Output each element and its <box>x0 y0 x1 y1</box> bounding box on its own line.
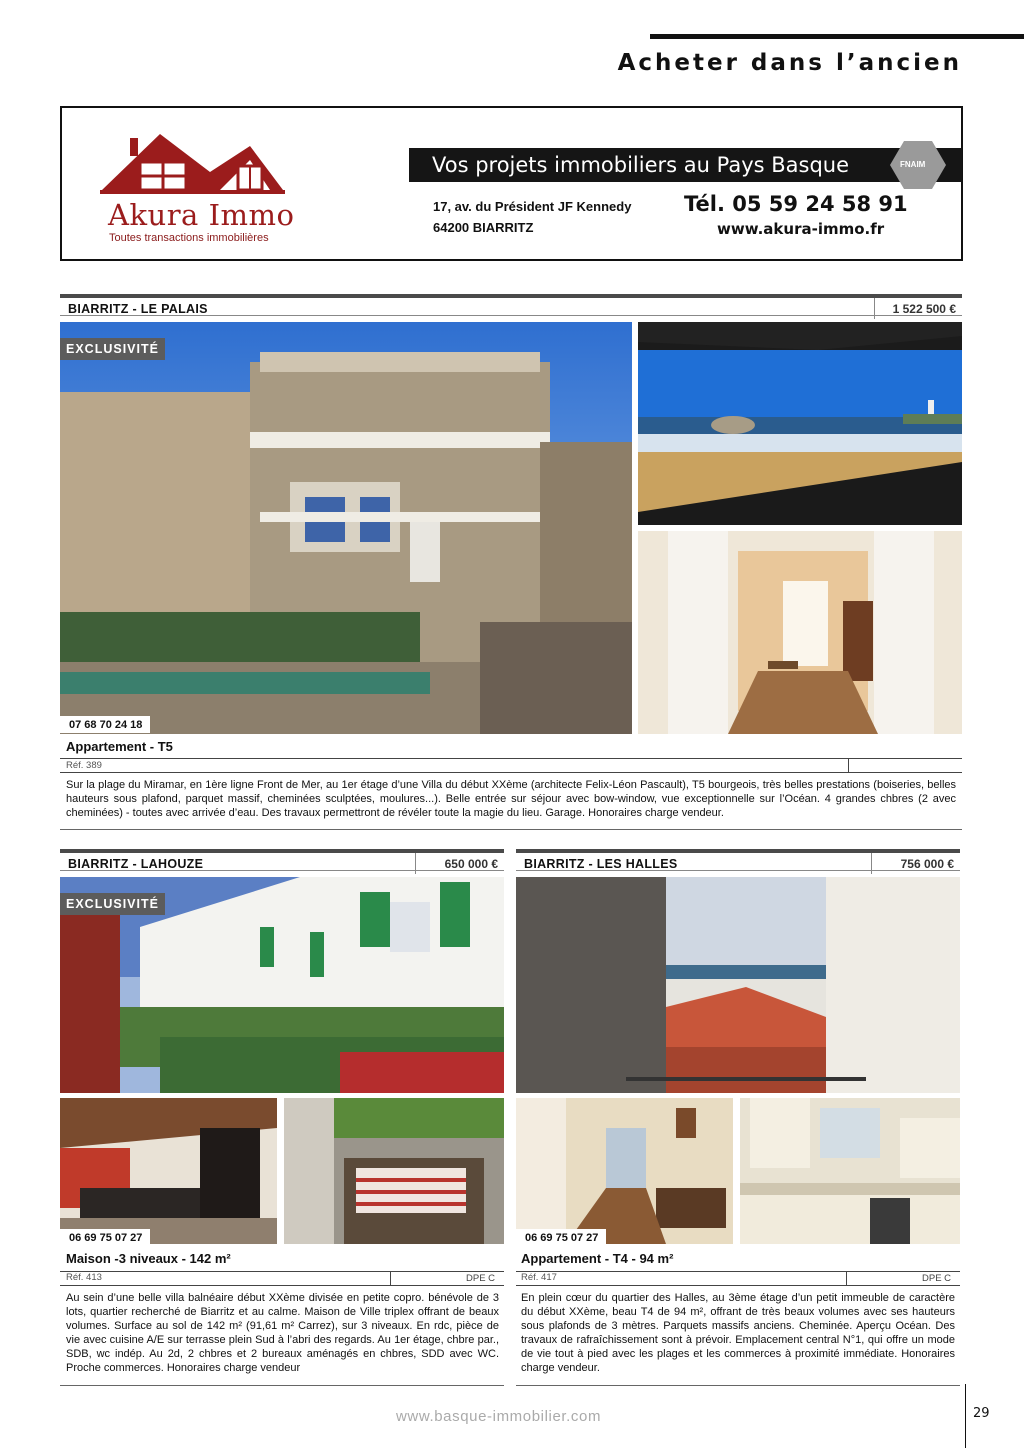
section-title: Acheter dans l’ancien <box>617 50 962 76</box>
reference-number: Réf. 413 <box>66 1272 102 1283</box>
reference-row <box>516 1271 960 1286</box>
reference-row <box>60 1271 504 1286</box>
listing-photo-corridor <box>516 1098 733 1244</box>
contact-phone[interactable]: 06 69 75 07 27 <box>60 1229 150 1246</box>
address-line-2: 64200 BIARRITZ <box>433 220 534 235</box>
agency-website[interactable]: www.akura-immo.fr <box>717 220 885 238</box>
energy-rating: DPE C <box>466 1273 496 1284</box>
listing-location: BIARRITZ - LAHOUZE <box>68 857 204 871</box>
exclusivity-badge: EXCLUSIVITÉ <box>60 893 165 915</box>
agency-name: Akura Immo <box>108 198 295 232</box>
listing-photo-kitchen <box>60 1098 277 1244</box>
listing-price: 1 522 500 € <box>892 302 956 316</box>
listing-header <box>516 849 960 871</box>
header-rule <box>650 34 1024 39</box>
footer-website[interactable]: www.basque-immobilier.com <box>396 1408 602 1425</box>
header-divider <box>415 853 416 874</box>
property-type: Appartement - T4 - 94 m² <box>521 1251 674 1266</box>
reference-row <box>60 758 962 773</box>
header-divider <box>874 298 875 319</box>
listing-photo-villa-facade <box>60 322 632 734</box>
listing-header <box>60 849 504 871</box>
exclusivity-badge: EXCLUSIVITÉ <box>60 338 165 360</box>
listing-description: En plein cœur du quartier des Halles, au 3ème étage d’un petit immeuble de caractère du début XXème, beau T4 de 94 m², offrant de très beaux volumes avec ses hauteurs sous plafonds de 3 mètres. Parquets massifs anciens. Cheminée. Aperçu Océan. Des travaux de rafraîchissement sont à prévoir. Emplacement central N°1, qui offre un mode de vie tout à pied avec les plages et les commerces à proximité immédiate. Honoraires charge vendeur. <box>521 1292 955 1374</box>
listing-photo-terrace <box>284 1098 504 1244</box>
contact-phone[interactable]: 06 69 75 07 27 <box>516 1229 606 1246</box>
listing-photo-ocean-view <box>638 322 962 525</box>
header-divider <box>871 853 872 874</box>
property-type: Maison -3 niveaux - 142 m² <box>66 1251 231 1266</box>
contact-phone[interactable]: 07 68 70 24 18 <box>60 716 150 733</box>
reference-divider <box>846 1271 847 1286</box>
listing-description: Au sein d’une belle villa balnéaire début XXème divisée en petite copro. bénévole de 3 lots, quartier recherché de Biarritz et au calme. Maison de Ville triplex offrant de beaux volumes. Surface au sol de 142 m² (91,61 m² Carrez), sur 3 niveaux. En rdc, pièce de vie avec cuisine A/E sur terrasse plein Sud à l’abri des regards. Au 1er étage, chbre par., SDB, wc indép. Au 2d, 2 chbres et 2 bureaux aménagés en chbres, SDD avec WC. Proche commerces. Honoraires charge vendeur <box>66 1292 499 1374</box>
reference-number: Réf. 417 <box>521 1272 557 1283</box>
listing-photo-kitchen-cabinets <box>740 1098 960 1244</box>
reference-divider <box>848 758 849 773</box>
fnaim-label: FNAIM <box>900 160 926 169</box>
listing-description: Sur la plage du Miramar, en 1ère ligne Front de Mer, au 1er étage d’une Villa du début XXème (architecte Felix-Léon Pascault), T5 bourgeois, très belles prestations (boiseries, belles hauteurs sous plafond, parquet massif, cheminées sculptées, moulures...). Belle entrée sur séjour avec bow-window, vue exceptionnelle sur l’Océan. 4 grandes chbres (2 avec cheminées) - toutes avec arrivée d’eau. Des travaux permettront de révéler toute la magie du lieu. Garage. Honoraires charge vendeur. <box>66 779 956 819</box>
address-line-1: 17, av. du Président JF Kennedy <box>433 199 632 214</box>
agency-tagline: Toutes transactions immobilières <box>109 232 269 244</box>
agency-banner: Vos projets immobiliers au Pays Basque <box>409 148 962 182</box>
energy-rating: DPE C <box>922 1273 952 1284</box>
listing-bottom-rule <box>60 1385 504 1386</box>
agency-advert <box>60 106 963 261</box>
page-number: 29 <box>973 1406 990 1421</box>
listing-location: BIARRITZ - LES HALLES <box>524 857 678 871</box>
agency-phone: Tél. 05 59 24 58 91 <box>684 192 908 216</box>
agency-logo-house-icon <box>100 132 285 196</box>
page-number-rule <box>965 1384 966 1448</box>
listing-photo-hallway <box>638 531 962 734</box>
listing-price: 650 000 € <box>444 857 498 871</box>
reference-number: Réf. 389 <box>66 760 102 771</box>
listing-price: 756 000 € <box>900 857 954 871</box>
agency-address <box>433 196 631 238</box>
listing-location: BIARRITZ - LE PALAIS <box>68 302 208 316</box>
reference-divider <box>390 1271 391 1286</box>
listing-photo-rooftops-view <box>516 877 960 1093</box>
listing-header <box>60 294 962 316</box>
listing-bottom-rule <box>60 829 962 830</box>
listing-bottom-rule <box>516 1385 960 1386</box>
property-type: Appartement - T5 <box>66 739 173 754</box>
